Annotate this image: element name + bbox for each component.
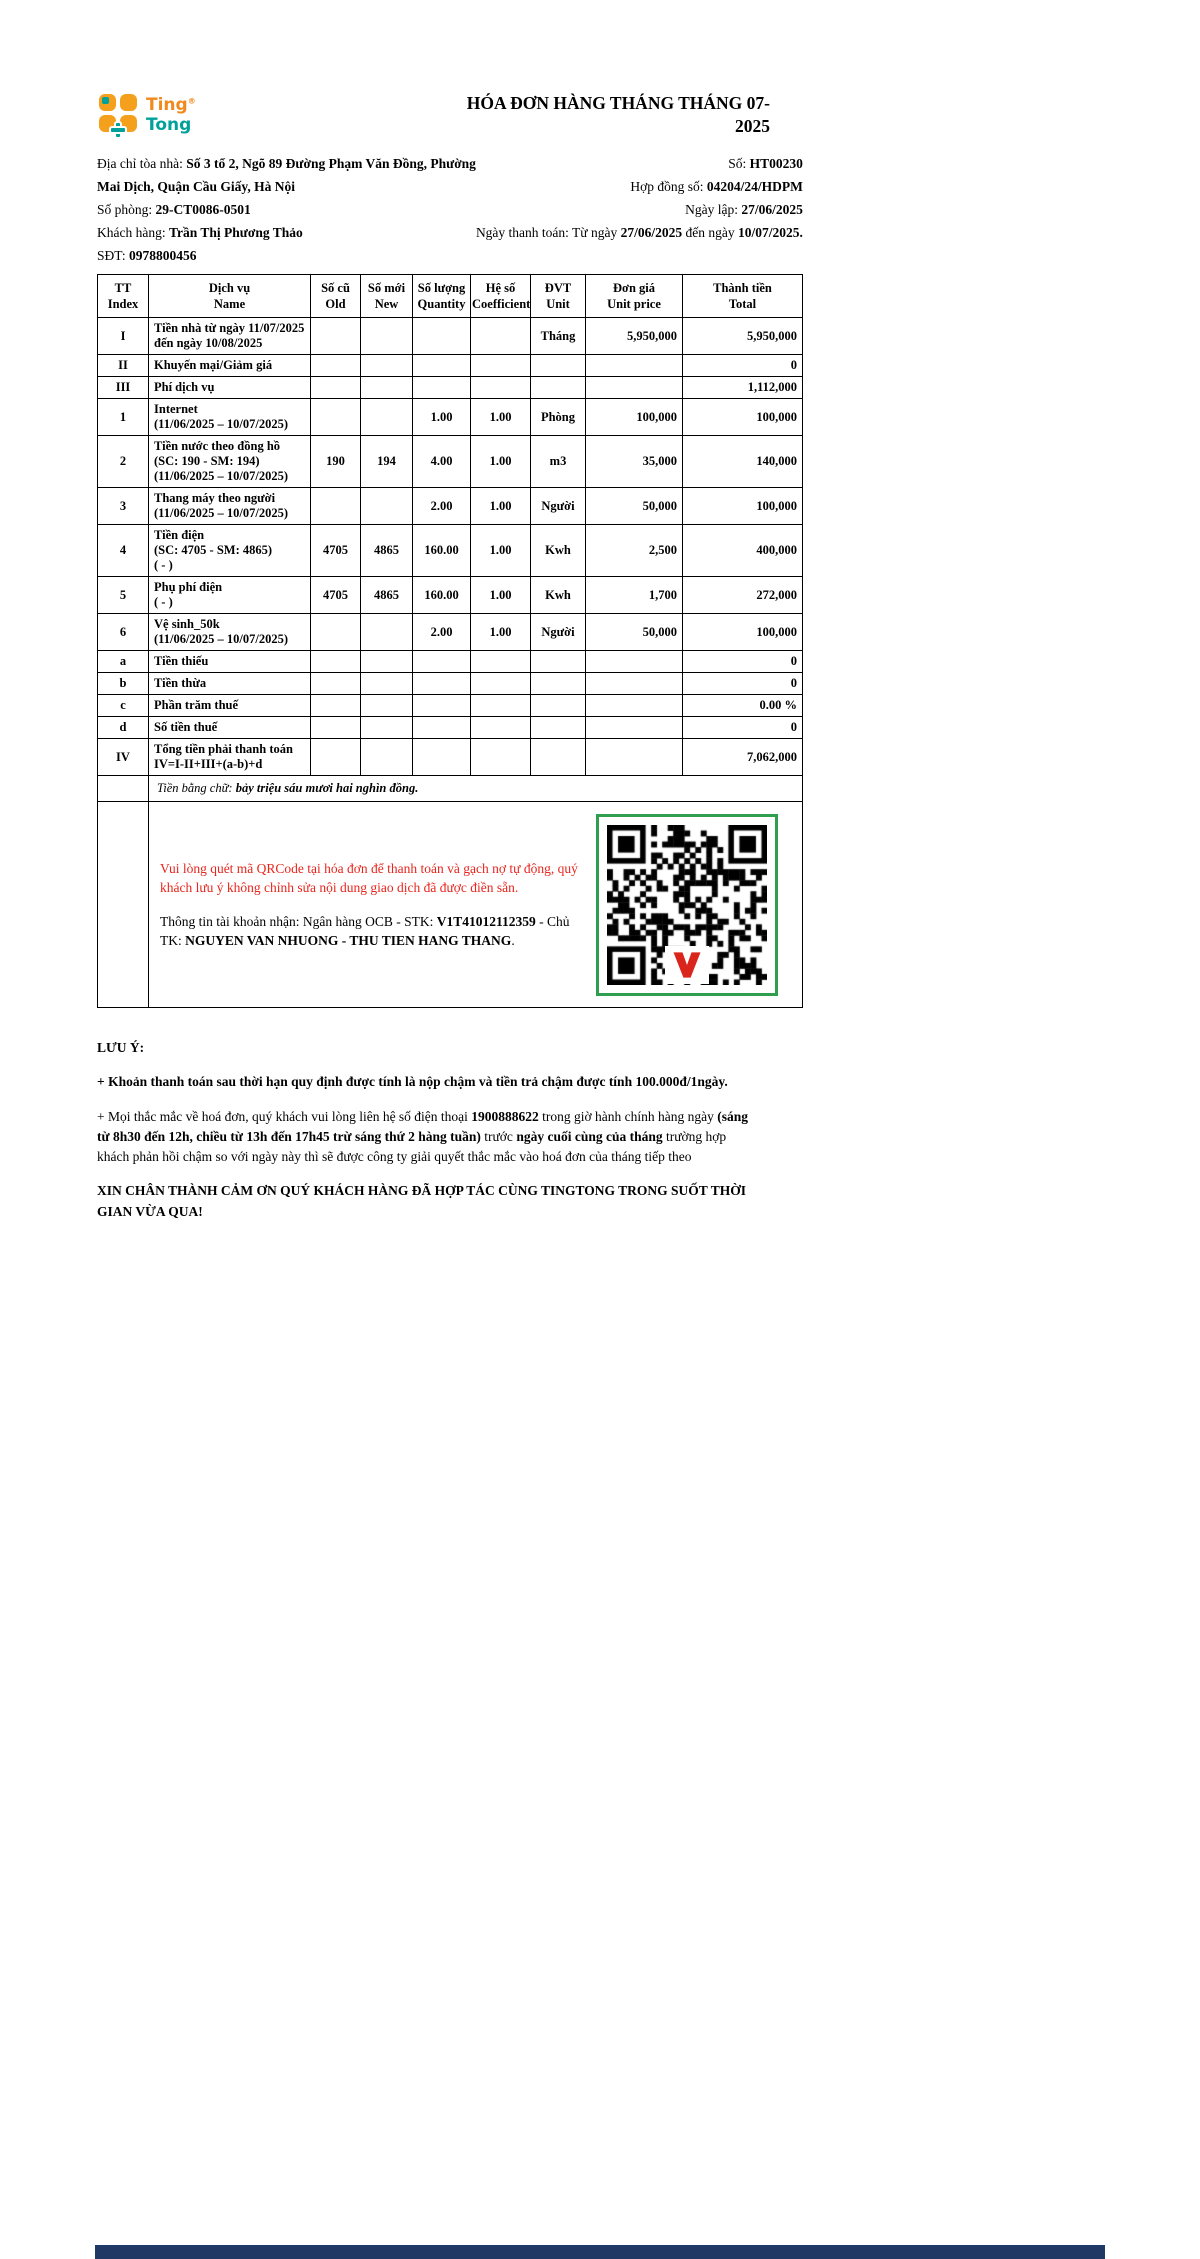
cell-qty: 160.00 <box>413 577 471 614</box>
tingtong-logo <box>97 92 196 139</box>
payment-qr-code <box>596 814 778 996</box>
cell-index: a <box>98 651 149 673</box>
cell-new <box>361 673 413 695</box>
cell-old: 190 <box>311 436 361 488</box>
qr-payment-notice: Vui lòng quét mã QRCode tại hóa đơn để thanh toán và gạch nợ tự động, quý khách lưu ý không chỉnh sửa nội dung giao dịch đã được điền sẵn. <box>160 861 578 896</box>
cell-new <box>361 399 413 436</box>
cell-price: 100,000 <box>586 399 683 436</box>
table-row <box>98 673 803 695</box>
cell-unit: Kwh <box>531 525 586 577</box>
note-late-payment: + Khoản thanh toán sau thời hạn quy định được tính là nộp chậm và tiền trả chậm được tính 100.000đ/1ngày. <box>97 1074 728 1090</box>
cell-qty: 2.00 <box>413 488 471 525</box>
invoice-header <box>97 92 802 139</box>
qr-account-info: Thông tin tài khoản nhận: Ngân hàng OCB - STK: V1T41012112359 - Chủ TK: NGUYEN VAN NHUONG - THU TIEN HANG THANG. <box>160 913 570 948</box>
invoice-info <box>97 152 802 267</box>
amount-in-words: Tiền bằng chữ: bảy triệu sáu mươi hai nghìn đồng. <box>149 776 803 802</box>
cell-new <box>361 614 413 651</box>
cell-qty <box>413 673 471 695</box>
cell-unit: Tháng <box>531 318 586 355</box>
cell-coef: 1.00 <box>471 399 531 436</box>
table-row <box>98 717 803 739</box>
invoice-title: HÓA ĐƠN HÀNG THÁNG THÁNG 07- 2025 <box>466 93 770 137</box>
cell-name: Số tiền thuế <box>149 717 311 739</box>
customer-phone: SĐT: 0978800456 <box>97 248 197 263</box>
cell-qty: 4.00 <box>413 436 471 488</box>
cell-qty <box>413 739 471 776</box>
cell-price <box>586 355 683 377</box>
cell-index: II <box>98 355 149 377</box>
cell-unit <box>531 673 586 695</box>
table-row <box>98 577 803 614</box>
cell-coef <box>471 739 531 776</box>
column-header: Thành tiền Total <box>683 275 803 318</box>
cell-index: d <box>98 717 149 739</box>
cell-index: 1 <box>98 399 149 436</box>
vietqr-v-badge <box>665 946 709 984</box>
cell-new: 4865 <box>361 577 413 614</box>
cell-qty <box>413 377 471 399</box>
table-row <box>98 436 803 488</box>
cell-qty: 160.00 <box>413 525 471 577</box>
vietqr-v-icon <box>669 949 705 981</box>
cell-coef: 1.00 <box>471 614 531 651</box>
cell-total: 0 <box>683 717 803 739</box>
cell-new <box>361 651 413 673</box>
invoice-page <box>97 0 802 1236</box>
cell-old <box>311 717 361 739</box>
table-row <box>98 355 803 377</box>
notes-heading: LƯU Ý: <box>97 1040 145 1055</box>
table-header-row <box>98 275 803 318</box>
logo-word-ting: Ting <box>146 95 188 116</box>
cell-name: Thang máy theo người (11/06/2025 – 10/07/2025) <box>149 488 311 525</box>
cell-name: Khuyến mại/Giảm giá <box>149 355 311 377</box>
cell-old <box>311 399 361 436</box>
cell-name: Phụ phí điện ( - ) <box>149 577 311 614</box>
cell-new <box>361 488 413 525</box>
cell-old: 4705 <box>311 525 361 577</box>
cell-price: 50,000 <box>586 488 683 525</box>
table-row <box>98 488 803 525</box>
cell-total: 100,000 <box>683 399 803 436</box>
cell-qty <box>413 695 471 717</box>
cell-total: 0 <box>683 355 803 377</box>
cell-qty <box>413 318 471 355</box>
table-row <box>98 739 803 776</box>
cell-unit <box>531 377 586 399</box>
cell-index: IV <box>98 739 149 776</box>
note-thank-you: XIN CHÂN THÀNH CẢM ƠN QUÝ KHÁCH HÀNG ĐÃ HỢP TÁC CÙNG TINGTONG TRONG SUỐT THỜI GIAN VỪA QUA! <box>97 1183 746 1219</box>
charges-table <box>97 274 803 1008</box>
cell-price <box>586 695 683 717</box>
column-header: Số cũ Old <box>311 275 361 318</box>
cell-index: 3 <box>98 488 149 525</box>
column-header: Số mới New <box>361 275 413 318</box>
cell-name: Tổng tiền phải thanh toán IV=I-II+III+(a-b)+d <box>149 739 311 776</box>
cell-coef <box>471 355 531 377</box>
invoice-info-left <box>97 152 476 267</box>
qr-payment-row <box>98 802 803 1008</box>
cell-name: Phí dịch vụ <box>149 377 311 399</box>
building-address-line-1: Địa chỉ tòa nhà: Số 3 tổ 2, Ngõ 89 Đường Phạm Văn Đồng, Phường <box>97 156 476 171</box>
cell-qty <box>413 355 471 377</box>
cell-total: 0 <box>683 651 803 673</box>
cell-unit <box>531 651 586 673</box>
table-row <box>98 651 803 673</box>
cell-total: 5,950,000 <box>683 318 803 355</box>
cell-name: Tiền điện (SC: 4705 - SM: 4865) ( - ) <box>149 525 311 577</box>
cell-name: Tiền thừa <box>149 673 311 695</box>
cell-coef <box>471 673 531 695</box>
cell-index: I <box>98 318 149 355</box>
column-header: Dịch vụ Name <box>149 275 311 318</box>
cell-price <box>586 717 683 739</box>
invoice-number: Số: HT00230 <box>728 156 803 171</box>
cell-coef: 1.00 <box>471 488 531 525</box>
cell-price <box>586 377 683 399</box>
cell-coef <box>471 695 531 717</box>
cell-new <box>361 717 413 739</box>
cell-price: 50,000 <box>586 614 683 651</box>
cell-name: Vệ sinh_50k (11/06/2025 – 10/07/2025) <box>149 614 311 651</box>
cell-name: Tiền nhà từ ngày 11/07/2025 đến ngày 10/08/2025 <box>149 318 311 355</box>
cell-coef <box>471 377 531 399</box>
cell-coef <box>471 651 531 673</box>
table-row <box>98 399 803 436</box>
cell-index: 6 <box>98 614 149 651</box>
tingtong-logo-text <box>146 96 196 134</box>
cell-old <box>311 695 361 717</box>
cell-qty: 2.00 <box>413 614 471 651</box>
cell-index: c <box>98 695 149 717</box>
cell-new <box>361 695 413 717</box>
cell-new <box>361 355 413 377</box>
footer-banner <box>95 2245 1105 2259</box>
cell-unit <box>531 717 586 739</box>
cell-total: 0.00 % <box>683 695 803 717</box>
column-header: Hệ số Coefficient <box>471 275 531 318</box>
cell-unit: m3 <box>531 436 586 488</box>
cell-old <box>311 651 361 673</box>
cell-old <box>311 673 361 695</box>
cell-old <box>311 355 361 377</box>
cell-index: b <box>98 673 149 695</box>
building-address-line-2: Mai Dịch, Quận Cầu Giấy, Hà Nội <box>97 179 296 194</box>
cell-total: 100,000 <box>683 614 803 651</box>
table-row <box>98 525 803 577</box>
cell-old <box>311 318 361 355</box>
registered-mark: ® <box>187 96 196 106</box>
contract-number: Hợp đồng số: 04204/24/HDPM <box>630 179 803 194</box>
table-row <box>98 695 803 717</box>
cell-empty <box>98 776 149 802</box>
cell-qty <box>413 651 471 673</box>
cell-empty <box>98 802 149 1008</box>
cell-total: 0 <box>683 673 803 695</box>
cell-unit: Người <box>531 614 586 651</box>
cell-total: 1,112,000 <box>683 377 803 399</box>
cell-name: Tiền nước theo đồng hồ (SC: 190 - SM: 194) (11/06/2025 – 10/07/2025) <box>149 436 311 488</box>
cell-total: 100,000 <box>683 488 803 525</box>
cell-unit <box>531 739 586 776</box>
cell-name: Internet (11/06/2025 – 10/07/2025) <box>149 399 311 436</box>
cell-unit: Kwh <box>531 577 586 614</box>
cell-total: 272,000 <box>683 577 803 614</box>
issue-date: Ngày lập: 27/06/2025 <box>685 202 803 217</box>
invoice-info-right <box>476 152 840 267</box>
cell-name: Phần trăm thuế <box>149 695 311 717</box>
cell-unit: Phòng <box>531 399 586 436</box>
cell-new: 194 <box>361 436 413 488</box>
cell-index: 4 <box>98 525 149 577</box>
cell-price <box>586 673 683 695</box>
column-header: Số lượng Quantity <box>413 275 471 318</box>
cell-coef: 1.00 <box>471 577 531 614</box>
cell-price <box>586 739 683 776</box>
cell-qty: 1.00 <box>413 399 471 436</box>
cell-total: 400,000 <box>683 525 803 577</box>
cell-total: 7,062,000 <box>683 739 803 776</box>
qr-payment-cell <box>149 802 803 1008</box>
cell-price <box>586 651 683 673</box>
cell-price: 5,950,000 <box>586 318 683 355</box>
cell-old: 4705 <box>311 577 361 614</box>
cell-old <box>311 377 361 399</box>
cell-index: 2 <box>98 436 149 488</box>
cell-new <box>361 739 413 776</box>
cell-qty <box>413 717 471 739</box>
logo-word-tong: Tong <box>146 114 192 135</box>
room-number: Số phòng: 29-CT0086-0501 <box>97 202 251 217</box>
customer-name: Khách hàng: Trần Thị Phương Thảo <box>97 225 303 240</box>
cell-price: 2,500 <box>586 525 683 577</box>
cell-old <box>311 488 361 525</box>
cell-total: 140,000 <box>683 436 803 488</box>
cell-old <box>311 739 361 776</box>
cell-unit <box>531 355 586 377</box>
cell-index: III <box>98 377 149 399</box>
cell-coef <box>471 717 531 739</box>
tingtong-logo-icon <box>97 92 139 139</box>
cell-coef: 1.00 <box>471 436 531 488</box>
column-header: TT Index <box>98 275 149 318</box>
payment-period: Ngày thanh toán: Từ ngày 27/06/2025 đến ngày 10/07/2025. <box>475 225 803 240</box>
qr-payment-texts <box>155 859 596 950</box>
cell-coef <box>471 318 531 355</box>
table-row <box>98 318 803 355</box>
invoice-notes <box>97 1038 757 1222</box>
cell-coef: 1.00 <box>471 525 531 577</box>
table-row <box>98 377 803 399</box>
cell-new <box>361 318 413 355</box>
cell-new <box>361 377 413 399</box>
amount-in-words-row <box>98 776 803 802</box>
cell-unit <box>531 695 586 717</box>
cell-name: Tiền thiếu <box>149 651 311 673</box>
cell-new: 4865 <box>361 525 413 577</box>
cell-old <box>311 614 361 651</box>
cell-unit: Người <box>531 488 586 525</box>
column-header: ĐVT Unit <box>531 275 586 318</box>
cell-index: 5 <box>98 577 149 614</box>
table-row <box>98 614 803 651</box>
cell-price: 1,700 <box>586 577 683 614</box>
note-hotline: + Mọi thắc mắc về hoá đơn, quý khách vui lòng liên hệ số điện thoại 1900888622 trong giờ hành chính hàng ngày (sáng từ 8h30 đến 12h, chiều từ 13h đến 17h45 trừ sáng thứ 2 hàng tuần) trước ngày cuối cùng của tháng trường hợp khách phản hồi chậm so với ngày này thì sẽ được công ty giải quyết thắc mắc vào hoá đơn của tháng tiếp theo <box>97 1108 749 1164</box>
cell-price: 35,000 <box>586 436 683 488</box>
column-header: Đơn giá Unit price <box>586 275 683 318</box>
